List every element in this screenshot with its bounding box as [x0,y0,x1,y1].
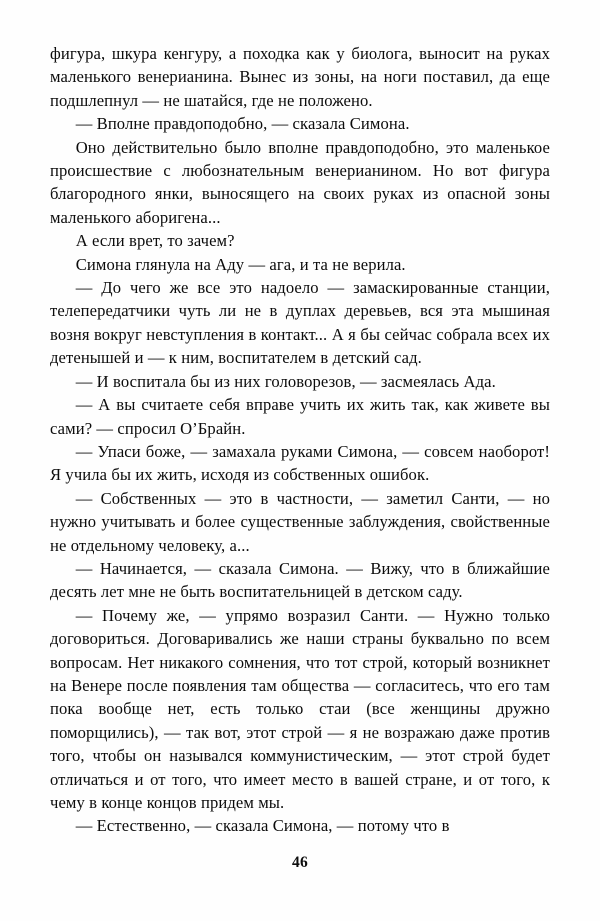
paragraph: — И воспитала бы из них головорезов, — засмеялась Ада. [75,371,496,391]
paragraph: — Начинается, — сказала Симона. — Вижу, что в ближайшие десять лет мне не быть воспитательницей в детском саду. [50,558,550,602]
body-text [50,42,550,838]
paragraph: — Упаси боже, — замахала руками Симона, — совсем наоборот! Я учила бы их жить, исходя из собственных ошибок. [50,441,550,485]
paragraph: — До чего же все это надоело — замаскированные станции, телепередатчики чуть ли не в дуплах деревьев, вся эта мышиная возня вокруг невступления в контакт... А я бы сейчас собрала всех их детенышей и — к ним, воспитателем в детский сад. [50,278,550,368]
paragraph: — А вы считаете себя вправе учить их жить так, как живете вы сами? — спросил О’Брайн. [50,395,550,438]
paragraph: — Собственных — это в частности, — заметил Санти, — но нужно учитывать и более существенные заблуждения, свойственные не отдельному человеку, а... [50,488,550,555]
paragraph: Симона глянула на Аду — ага, и та не верила. [75,254,406,274]
paragraph: — Почему же, — упрямо возразил Санти. — Нужно только договориться. Договаривались же наши страны буквально по всем вопросам. Нет никакого сомнения, что тот строй, который возникнет на Венере после появления там общества — согласитесь, что его там пока вообще нет, есть только стаи (все женщины дружно поморщились), — так вот, этот строй — я не возражаю даже против того, чтобы он назывался коммунистическим, — этот строй будет отличаться и от того, что имеет место в вашей стране, и от того, к чему в конце концов придем мы. [50,605,550,812]
paragraph: — Естественно, — сказала Симона, — потому что в [75,816,450,836]
paragraph: фигура, шкура кенгуру, а походка как у биолога, выносит на руках маленького венерианина. Вынес из зоны, на ноги поставил, да еще подшлепнул — не шатайся, где не положено. [50,44,550,110]
paragraph: Оно действительно было вполне правдоподобно, это маленькое происшествие с любознательным венерианином. Но вот фигура благородного янки, выносящего на своих руках из опасной зоны маленького аборигена... [50,137,550,227]
paragraph: — Вполне правдоподобно, — сказала Симона. [75,114,410,134]
paragraph: А если врет, то зачем? [75,231,235,251]
page-number: 46 [291,854,309,871]
